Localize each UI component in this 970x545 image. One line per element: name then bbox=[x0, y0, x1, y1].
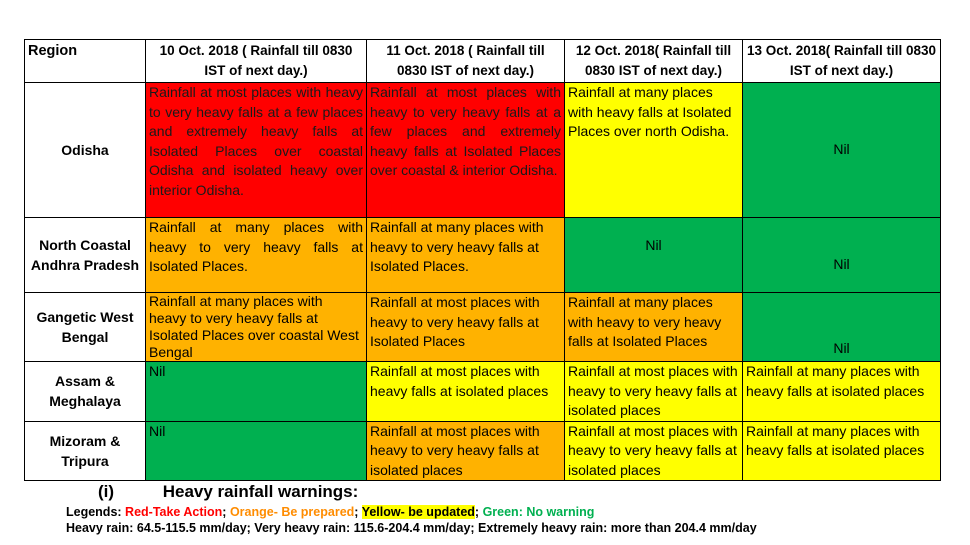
section-title: Heavy rainfall warnings: bbox=[162, 482, 359, 501]
warning-cell: Rainfall at most places with heavy to very heavy falls at Isolated Places bbox=[367, 293, 565, 362]
legend-yellow: Yellow- be updated bbox=[361, 505, 475, 519]
warning-cell: Nil bbox=[146, 362, 367, 422]
legend-sep: ; bbox=[222, 505, 230, 519]
rainfall-warning-table bbox=[24, 39, 941, 481]
warning-cell: Rainfall at many places with heavy falls at Isolated Places over north Odisha. bbox=[565, 83, 743, 218]
warning-cell: Rainfall at most places with heavy to very heavy falls at isolated places bbox=[367, 421, 565, 481]
warning-cell: Rainfall at most places with heavy falls at isolated places bbox=[367, 362, 565, 422]
warning-cell: Rainfall at many places with heavy falls at isolated places bbox=[743, 421, 941, 481]
warning-cell: Nil bbox=[743, 218, 941, 293]
table-row bbox=[25, 421, 941, 481]
region-name: Odisha bbox=[25, 83, 146, 218]
warning-cell: Rainfall at most places with heavy to very heavy falls at isolated places bbox=[565, 362, 743, 422]
date-column-header: 12 Oct. 2018( Rainfall till 0830 IST of next day.) bbox=[565, 40, 743, 83]
warning-cell: Rainfall at most places with heavy to very heavy falls at isolated places bbox=[565, 421, 743, 481]
legend-line bbox=[66, 505, 970, 519]
date-column-header: 10 Oct. 2018 ( Rainfall till 0830 IST of next day.) bbox=[146, 40, 367, 83]
legend-red: Red-Take Action bbox=[125, 505, 223, 519]
table-row bbox=[25, 293, 941, 362]
legends-label: Legends: bbox=[66, 505, 122, 519]
warning-cell: Rainfall at most places with heavy to very heavy falls at a few places and extremely heavy falls at Isolated Places over coastal Odisha and isolated heavy over interior Odisha. bbox=[146, 83, 367, 218]
table-row bbox=[25, 218, 941, 293]
region-name: Gangetic West Bengal bbox=[25, 293, 146, 362]
warning-cell: Rainfall at many places with heavy to very heavy falls at Isolated Places. bbox=[367, 218, 565, 293]
region-name: North Coastal Andhra Pradesh bbox=[25, 218, 146, 293]
table-header-row bbox=[25, 40, 941, 83]
section-number: (i) bbox=[98, 482, 115, 501]
warning-cell: Nil bbox=[743, 83, 941, 218]
region-column-header: Region bbox=[25, 40, 146, 83]
legend-green: Green: No warning bbox=[482, 505, 595, 519]
date-column-header: 11 Oct. 2018 ( Rainfall till 0830 IST of next day.) bbox=[367, 40, 565, 83]
legend-sep: ; bbox=[354, 505, 362, 519]
table-row bbox=[25, 83, 941, 218]
rainfall-scale-definition: Heavy rain: 64.5-115.5 mm/day; Very heavy rain: 115.6-204.4 mm/day; Extremely heavy rain: more than 204.4 mm/day bbox=[66, 521, 757, 535]
region-name: Assam & Meghalaya bbox=[25, 362, 146, 422]
warning-cell: Rainfall at many places with heavy to very heavy falls at Isolated Places over coastal West Bengal bbox=[146, 293, 367, 362]
date-column-header: 13 Oct. 2018( Rainfall till 0830 IST of next day.) bbox=[743, 40, 941, 83]
warning-cell: Rainfall at many places with heavy to very heavy falls at Isolated Places bbox=[565, 293, 743, 362]
warning-cell: Rainfall at many places with heavy falls at isolated places bbox=[743, 362, 941, 422]
legend-orange: Orange- Be prepared bbox=[229, 505, 355, 519]
table-row bbox=[25, 362, 941, 422]
warning-cell: Nil bbox=[565, 218, 743, 293]
warning-cell: Rainfall at many places with heavy to very heavy falls at Isolated Places. bbox=[146, 218, 367, 293]
region-name: Mizoram & Tripura bbox=[25, 421, 146, 481]
section-heading bbox=[24, 482, 954, 502]
warning-cell: Nil bbox=[743, 293, 941, 362]
warning-cell: Rainfall at most places with heavy to very heavy falls at a few places and extremely heavy falls at Isolated Places over coastal & interior Odisha. bbox=[367, 83, 565, 218]
warning-cell: Nil bbox=[146, 421, 367, 481]
legend-sep: ; bbox=[474, 505, 483, 519]
